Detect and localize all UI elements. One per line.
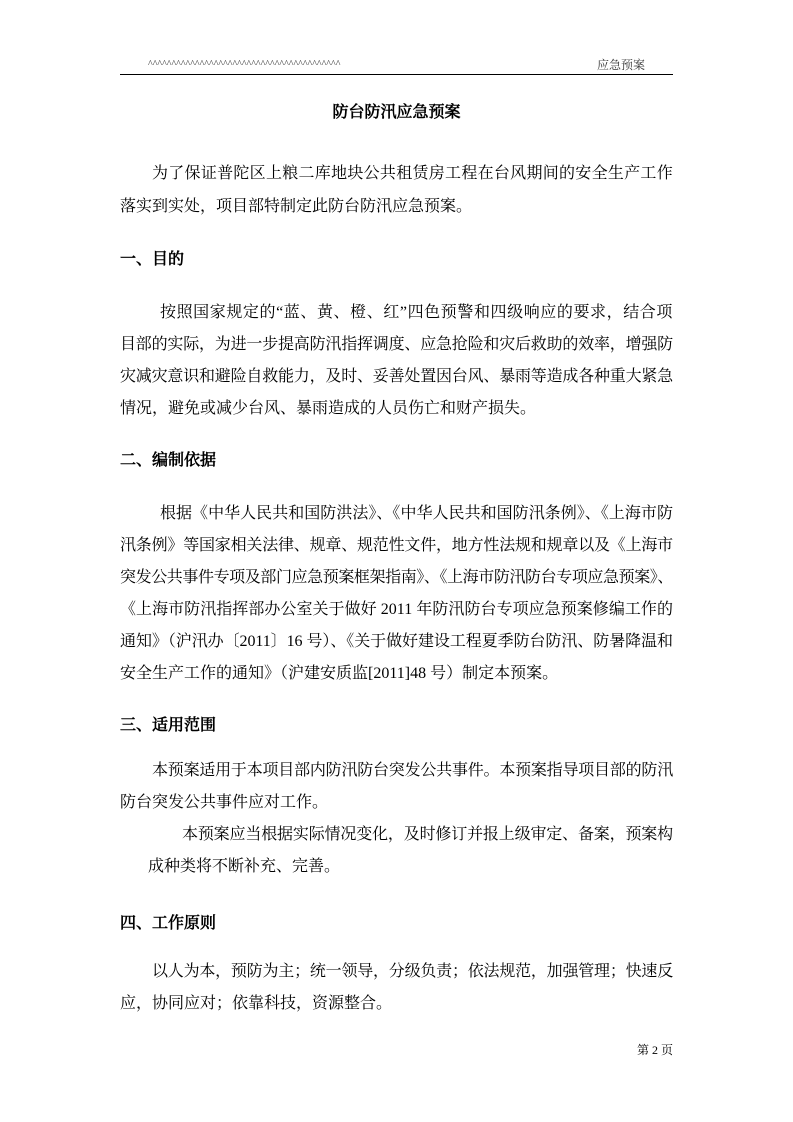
section-heading: 二、编制依据 — [120, 452, 217, 469]
paragraph-line: 情况，避免或减少台风、暴雨造成的人员伤亡和财产损失。 — [120, 400, 537, 417]
header-ornament: ^^^^^^^^^^^^^^^^^^^^^^^^^^^^^^^^^^^^^^^^^ — [148, 59, 341, 70]
paragraph-line: 目部的实际，为进一步提高防汛指挥调度、应急抢险和灾后救助的效率，增强防 — [120, 336, 673, 353]
paragraph-line: 应，协同应对；依靠科技，资源整合。 — [120, 995, 393, 1012]
paragraph-line: 灾减灾意识和避险自救能力，及时、妥善处置因台风、暴雨等造成各种重大紧急 — [120, 368, 673, 385]
paragraph-line: 《上海市防汛指挥部办公室关于做好 2011 年防汛防台专项应急预案修编工作的 — [120, 601, 673, 618]
paragraph-line: 根据《中华人民共和国防洪法》、《中华人民共和国防汛条例》、《上海市防 — [160, 505, 673, 522]
intro-line: 为了保证普陀区上粮二库地块公共租赁房工程在台风期间的安全生产工作 — [152, 165, 673, 182]
paragraph-line: 以人为本，预防为主；统一领导，分级负责；依法规范，加强管理；快速反 — [152, 963, 673, 980]
intro-line: 落实到实处，项目部特制定此防台防汛应急预案。 — [120, 198, 473, 215]
paragraph-line: 本预案应当根据实际情况变化，及时修订并报上级审定、备案，预案构 — [182, 826, 673, 843]
header-rule — [120, 74, 673, 75]
paragraph-line: 通知》（沪汛办〔2011〕16 号）、《关于做好建设工程夏季防台防汛、防暑降温和 — [120, 633, 673, 650]
paragraph-line: 突发公共事件专项及部门应急预案框架指南》、《上海市防汛防台专项应急预案》、 — [120, 569, 673, 586]
paragraph-line: 安全生产工作的通知》（沪建安质监[2011]48 号）制定本预案。 — [120, 665, 559, 682]
section-heading: 三、适用范围 — [120, 717, 217, 734]
paragraph-line: 按照国家规定的“蓝、黄、橙、红”四色预警和四级响应的要求，结合项 — [160, 304, 673, 321]
section-heading: 四、工作原则 — [120, 915, 217, 932]
paragraph-line: 防台突发公共事件应对工作。 — [120, 794, 329, 811]
paragraph-line: 汛条例》等国家相关法律、规章、规范性文件，地方性法规和规章以及《上海市 — [120, 537, 673, 554]
section-heading: 一、目的 — [120, 251, 185, 268]
paragraph-line: 成种类将不断补充、完善。 — [148, 858, 341, 875]
header-title: 应急预案 — [596, 58, 645, 72]
document-title: 防台防汛应急预案 — [332, 104, 461, 121]
paragraph-line: 本预案适用于本项目部内防汛防台突发公共事件。本预案指导项目部的防汛 — [152, 762, 673, 779]
page-number: 第 2 页 — [636, 1043, 673, 1057]
